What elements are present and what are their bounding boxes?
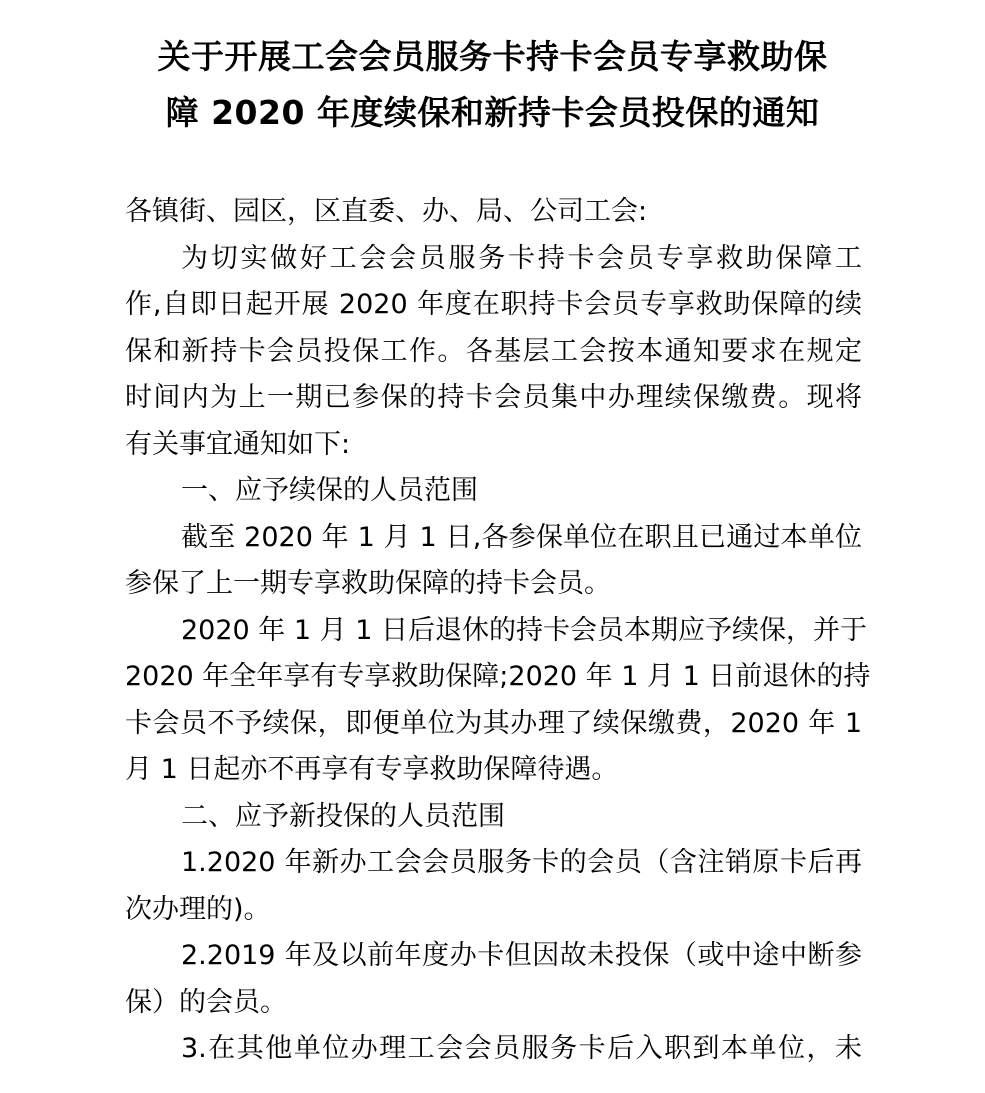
body-text-line: 1.2020 年新办工会会员服务卡的会员（含注销原卡后再 (181, 847, 862, 878)
body-text-line: 2020 年 1 月 1 日后退休的持卡会员本期应予续保，并于 (181, 614, 867, 646)
body-text-line: 保）的会员。 (125, 986, 287, 1018)
body-text-line: 次办理的)。 (125, 893, 271, 925)
body-text-line: 一、应予续保的人员范围 (181, 475, 478, 506)
body-text-line: 为切实做好工会会员服务卡持卡会员专享救助保障工 (181, 242, 862, 274)
body-text-line: 参保了上一期专享救助保障的持卡会员。 (125, 568, 611, 599)
body-text-line: 3.在其他单位办理工会会员服务卡后入职到本单位，未 (181, 1033, 862, 1064)
body-text-line: 2.2019 年及以前年度办卡但因故未投保（或中途中断参 (181, 940, 862, 971)
body-text-line: 卡会员不予续保，即便单位为其办理了续保缴费，2020 年 1 (125, 707, 862, 739)
body-text-line: 各镇街、园区，区直委、办、局、公司工会: (125, 196, 648, 227)
body-text-line: 2020 年全年享有专享救助保障;2020 年 1 月 1 日前退休的持 (125, 661, 871, 692)
body-text-line: 有关事宜通知如下: (125, 428, 351, 460)
body-text-line: 保和新持卡会员投保工作。各基层工会按本通知要求在规定 (125, 335, 862, 367)
document-title-line-1: 关于开展工会会员服务卡持卡会员专享救助保 (157, 37, 828, 76)
body-text-line: 作,自即日起开展 2020 年度在职持卡会员专享救助保障的续 (125, 289, 862, 320)
body-text-line: 月 1 日起亦不再享有专享救助保障待遇。 (125, 754, 619, 785)
body-text-line: 时间内为上一期已参保的持卡会员集中办理续保缴费。现将 (125, 382, 862, 413)
body-text-line: 二、应予新投保的人员范围 (181, 800, 505, 832)
document-title-line-2: 障 2020 年度续保和新持卡会员投保的通知 (165, 93, 820, 132)
body-text-line: 截至 2020 年 1 月 1 日,各参保单位在职且已通过本单位 (181, 521, 862, 553)
